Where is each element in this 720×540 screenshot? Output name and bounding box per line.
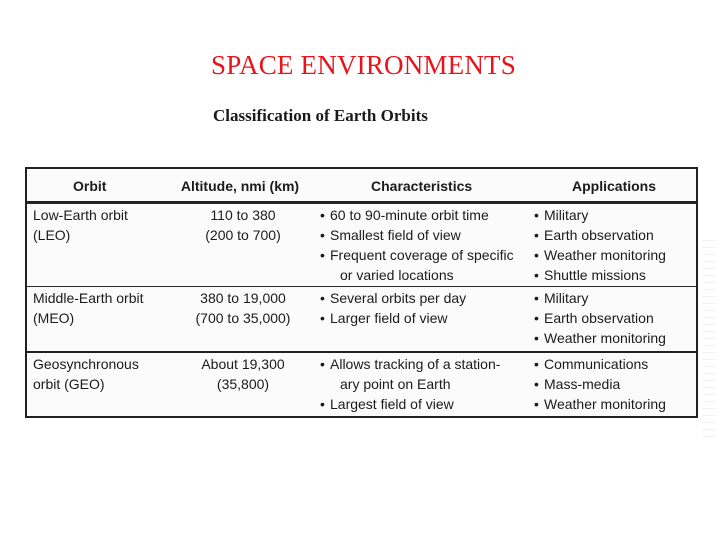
characteristic-item: • Smallest field of view — [320, 225, 530, 245]
application-item: • Mass-media — [534, 374, 699, 394]
application-item: • Weather monitoring — [534, 245, 699, 265]
characteristic-item-continued: ary point on Earth — [340, 376, 451, 392]
application-item: • Earth observation — [534, 308, 699, 328]
altitude-nmi: 110 to 380 — [210, 207, 276, 223]
orbit-cell — [31, 204, 171, 286]
altitude-km: (700 to 35,000) — [195, 310, 291, 326]
orbit-name: Geosynchronous — [33, 356, 139, 372]
page-title: SPACE ENVIRONMENTS — [211, 50, 516, 80]
application-item: • Weather monitoring — [534, 394, 699, 414]
orbit-cell — [31, 287, 171, 351]
table-row-geo — [27, 351, 696, 416]
orbit-abbrev: orbit (GEO) — [33, 376, 105, 392]
orbit-abbrev: (LEO) — [33, 227, 71, 243]
altitude-nmi: About 19,300 — [201, 356, 285, 372]
header-characteristics: Characteristics — [371, 178, 473, 194]
application-item: • Military — [534, 205, 699, 225]
application-item: • Military — [534, 288, 699, 308]
orbit-name: Middle-Earth orbit — [33, 290, 144, 306]
applications-cell — [534, 204, 699, 286]
altitude-nmi: 380 to 19,000 — [200, 290, 286, 306]
application-item: • Communications — [534, 354, 699, 374]
table-header-row — [27, 169, 696, 203]
application-item: • Earth observation — [534, 225, 699, 245]
characteristics-cell — [320, 353, 530, 416]
header-applications: Applications — [572, 178, 657, 194]
characteristic-item: • Allows tracking of a station- — [320, 354, 530, 374]
scan-noise-decoration — [702, 240, 716, 440]
altitude-cell — [173, 353, 313, 416]
characteristic-item: • Several orbits per day — [320, 288, 530, 308]
table-row-leo — [27, 203, 696, 286]
applications-cell — [534, 353, 699, 416]
altitude-km: (200 to 700) — [205, 227, 281, 243]
characteristics-cell — [320, 287, 530, 351]
page-subtitle: Classification of Earth Orbits — [213, 106, 428, 125]
characteristic-item: • 60 to 90-minute orbit time — [320, 205, 530, 225]
orbit-abbrev: (MEO) — [33, 310, 75, 326]
orbit-classification-table — [25, 167, 698, 418]
characteristic-item: • Frequent coverage of specific — [320, 245, 530, 265]
application-item: • Weather monitoring — [534, 328, 699, 348]
characteristic-item: • Largest field of view — [320, 394, 530, 414]
header-orbit: Orbit — [73, 178, 107, 194]
applications-cell — [534, 287, 699, 351]
altitude-cell — [173, 204, 313, 286]
altitude-cell — [173, 287, 313, 351]
characteristic-item-continued: or varied locations — [340, 267, 454, 283]
table-row-meo — [27, 286, 696, 351]
orbit-name: Low-Earth orbit — [33, 207, 128, 223]
application-item: • Shuttle missions — [534, 265, 699, 285]
header-altitude: Altitude, nmi (km) — [180, 178, 300, 194]
characteristic-item: • Larger field of view — [320, 308, 530, 328]
orbit-cell — [31, 353, 171, 416]
altitude-km: (35,800) — [216, 376, 270, 392]
characteristics-cell — [320, 204, 530, 286]
